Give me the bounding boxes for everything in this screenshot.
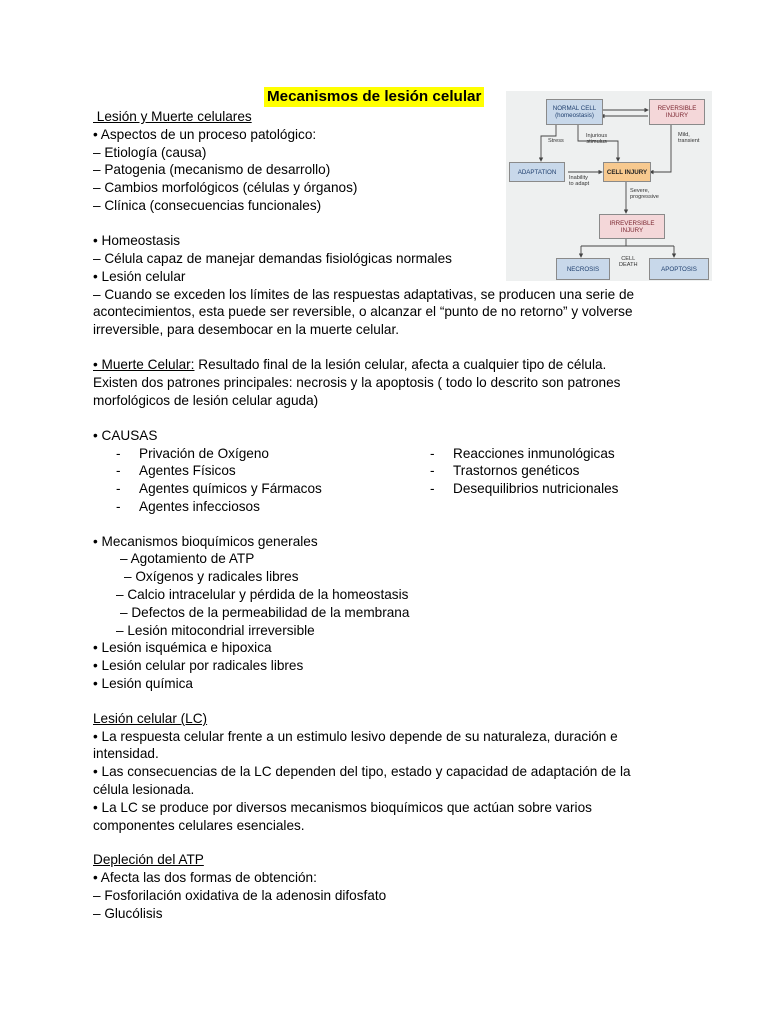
dash-bullet: -	[430, 481, 435, 496]
dash-bullet: -	[430, 446, 435, 461]
dash-bullet: -	[430, 463, 435, 478]
text-line: • Homeostasis	[93, 233, 181, 248]
text-line: Existen dos patrones principales: necrosis y la apoptosis ( todo lo descrito son patrones	[93, 375, 621, 390]
irreversible-injury-box	[599, 214, 665, 239]
text-line: – Cambios morfológicos (células y órganos)	[93, 180, 358, 195]
section-heading-lc: Lesión celular (LC)	[93, 711, 208, 726]
causa-item: Desequilibrios nutricionales	[453, 481, 619, 496]
text-line: célula lesionada.	[93, 782, 195, 797]
apoptosis-label: APOPTOSIS	[661, 265, 697, 273]
text-line: morfológicos de lesión celular aguda)	[93, 393, 319, 408]
injurious-stimulus-label: Injurious stimulus	[586, 133, 608, 146]
normal-cell-box	[546, 99, 603, 125]
normal-cell-label: NORMAL CELL	[552, 105, 597, 112]
mecanismos-heading: • Mecanismos bioquímicos generales	[93, 534, 318, 549]
causa-item: Privación de Oxígeno	[139, 446, 269, 461]
irreversible-label-2: INJURY	[620, 226, 644, 234]
mecanismo-item: – Oxígenos y radicales libres	[124, 569, 299, 584]
apoptosis-box	[649, 258, 709, 280]
stress-label: Stress	[548, 138, 564, 144]
adaptation-label: ADAPTATION	[517, 168, 557, 176]
cell-injury-diagram	[506, 91, 712, 281]
page-title: Mecanismos de lesión celular	[264, 87, 484, 107]
text-line: • La respuesta celular frente a un estimulo lesivo depende de su naturaleza, duración e	[93, 729, 618, 744]
dash-bullet: -	[116, 446, 121, 461]
text-line: • Aspectos de un proceso patológico:	[93, 127, 317, 142]
irreversible-label-1: IRREVERSIBLE	[609, 219, 655, 227]
text-line: – Cuando se exceden los límites de las respuestas adaptativas, se producen una serie de	[93, 287, 635, 302]
causa-item: Reacciones inmunológicas	[453, 446, 615, 461]
necrosis-box	[556, 258, 610, 280]
adaptation-box	[509, 162, 565, 182]
severe-progressive-label: Severe, progressive	[630, 188, 659, 201]
text-line: – Glucólisis	[93, 906, 163, 921]
reversible-label-2: INJURY	[665, 112, 689, 119]
reversible-injury-box	[649, 99, 705, 125]
reversible-label-1: REVERSIBLE	[657, 105, 697, 112]
text-line: componentes celulares esenciales.	[93, 818, 305, 833]
cell-injury-label: CELL INJURY	[606, 168, 648, 176]
muerte-celular-label: • Muerte Celular:	[93, 357, 195, 372]
dash-bullet: -	[116, 481, 121, 496]
mild-transient-label: Mild, transient	[678, 132, 700, 145]
mecanismo-item: – Calcio intracelular y pérdida de la homeostasis	[116, 587, 409, 602]
inability-label: Inability to adapt	[569, 175, 590, 188]
text-line: • Lesión isquémica e hipoxica	[93, 640, 272, 655]
dash-bullet: -	[116, 499, 121, 514]
section-heading-deplecion: Depleción del ATP	[93, 852, 204, 867]
cell-death-label: CELL DEATH	[619, 256, 638, 269]
text-line: acontecimientos, esta puede ser reversible, o alcanzar el “punto de no retorno” y volverse	[93, 304, 633, 319]
text-line: – Clínica (consecuencias funcionales)	[93, 198, 322, 213]
causa-item: Trastornos genéticos	[453, 463, 580, 478]
text-line: – Célula capaz de manejar demandas fisiológicas normales	[93, 251, 452, 266]
cell-injury-box	[603, 162, 651, 182]
causas-heading: • CAUSAS	[93, 428, 158, 443]
mecanismo-item: – Agotamiento de ATP	[120, 551, 255, 566]
section-heading-lesion-muerte: Lesión y Muerte celulares	[93, 109, 252, 124]
text-line: – Etiología (causa)	[93, 145, 207, 160]
text-line: • Lesión celular por radicales libres	[93, 658, 304, 673]
text-line: irreversible, para desembocar en la muerte celular.	[93, 322, 400, 337]
normal-cell-sub: (homeostasis)	[555, 112, 594, 119]
necrosis-label: NECROSIS	[566, 265, 600, 273]
text-line: • La LC se produce por diversos mecanismos bioquímicos que actúan sobre varios	[93, 800, 592, 815]
text-line: intensidad.	[93, 746, 159, 761]
text-line: • Afecta las dos formas de obtención:	[93, 870, 317, 885]
text-line: – Fosforilación oxidativa de la adenosin difosfato	[93, 888, 387, 903]
text-line: – Patogenia (mecanismo de desarrollo)	[93, 162, 331, 177]
muerte-celular-paragraph	[93, 356, 606, 373]
mecanismo-item: – Defectos de la permeabilidad de la membrana	[120, 605, 410, 620]
text-line: • Lesión celular	[93, 269, 186, 284]
causa-item: Agentes infecciosos	[139, 499, 260, 514]
causa-item: Agentes Físicos	[139, 463, 236, 478]
text-line: • Las consecuencias de la LC dependen del tipo, estado y capacidad de adaptación de la	[93, 764, 631, 779]
mecanismo-item: – Lesión mitocondrial irreversible	[116, 623, 315, 638]
dash-bullet: -	[116, 463, 121, 478]
muerte-celular-text: Resultado final de la lesión celular, afecta a cualquier tipo de célula.	[194, 357, 607, 372]
causa-item: Agentes químicos y Fármacos	[139, 481, 322, 496]
text-line: • Lesión química	[93, 676, 193, 691]
